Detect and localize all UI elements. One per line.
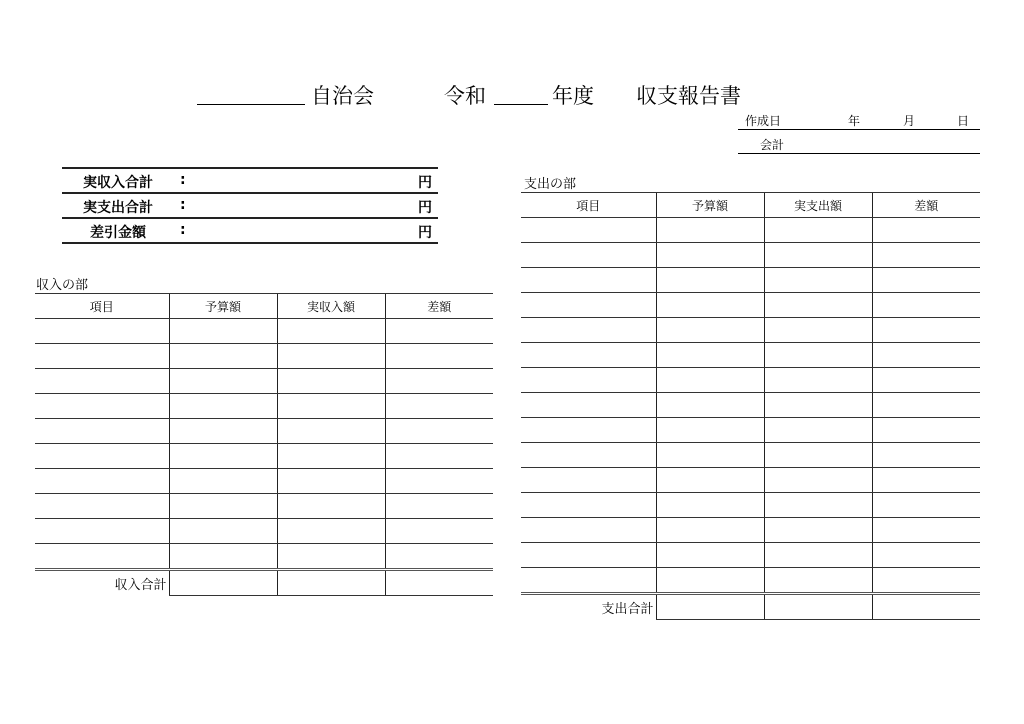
table-cell[interactable]	[385, 469, 493, 494]
table-row	[521, 368, 980, 393]
table-cell[interactable]	[385, 344, 493, 369]
table-row	[521, 268, 980, 293]
table-cell[interactable]	[521, 518, 656, 543]
column-header-item: 項目	[521, 193, 656, 218]
table-cell[interactable]	[385, 494, 493, 519]
total-row	[521, 594, 980, 620]
summary-colon: :	[180, 172, 186, 188]
table-cell[interactable]	[277, 469, 385, 494]
table-cell[interactable]	[169, 419, 277, 444]
summary-colon: :	[180, 222, 186, 238]
table-cell[interactable]	[385, 519, 493, 544]
table-cell[interactable]	[521, 293, 656, 318]
table-cell[interactable]	[656, 418, 764, 443]
table-cell[interactable]	[872, 468, 980, 493]
column-header-actual: 実支出額	[764, 193, 872, 218]
page-title: 収支報告書	[636, 84, 741, 108]
created-label: 作成日	[745, 114, 782, 128]
summary-income-row	[62, 169, 438, 194]
table-cell[interactable]	[656, 243, 764, 268]
table-cell[interactable]	[872, 268, 980, 293]
created-day: 日	[957, 114, 970, 128]
table-cell[interactable]	[385, 369, 493, 394]
table-row	[521, 343, 980, 368]
table-cell[interactable]	[764, 468, 872, 493]
table-cell[interactable]	[764, 318, 872, 343]
org-name-blank[interactable]	[197, 104, 305, 105]
table-cell[interactable]	[764, 543, 872, 568]
table-cell[interactable]	[169, 319, 277, 344]
table-cell[interactable]	[385, 544, 493, 570]
table-cell[interactable]	[764, 268, 872, 293]
table-row	[521, 468, 980, 493]
table-cell[interactable]	[764, 293, 872, 318]
table-cell[interactable]	[872, 443, 980, 468]
column-header-actual: 実収入額	[277, 294, 385, 319]
table-cell[interactable]	[35, 344, 169, 369]
table-cell[interactable]	[35, 494, 169, 519]
table-cell[interactable]	[872, 568, 980, 594]
table-cell[interactable]	[521, 418, 656, 443]
table-cell[interactable]	[277, 544, 385, 570]
total-cell[interactable]	[277, 570, 385, 596]
total-cell[interactable]	[872, 594, 980, 620]
table-cell[interactable]	[872, 418, 980, 443]
table-cell[interactable]	[656, 518, 764, 543]
table-cell[interactable]	[872, 368, 980, 393]
table-row	[35, 444, 493, 469]
table-cell[interactable]	[385, 394, 493, 419]
table-row	[521, 393, 980, 418]
org-suffix: 自治会	[311, 84, 374, 108]
table-cell[interactable]	[656, 343, 764, 368]
table-cell[interactable]	[656, 493, 764, 518]
table-cell[interactable]	[872, 343, 980, 368]
expense-table	[521, 192, 980, 620]
total-cell[interactable]	[169, 570, 277, 596]
table-cell[interactable]	[169, 544, 277, 570]
table-cell[interactable]	[521, 468, 656, 493]
summary-unit: 円	[418, 200, 432, 216]
table-cell[interactable]	[277, 394, 385, 419]
table-cell[interactable]	[764, 443, 872, 468]
table-row	[521, 293, 980, 318]
table-cell[interactable]	[656, 268, 764, 293]
table-cell[interactable]	[35, 419, 169, 444]
year-blank[interactable]	[494, 104, 548, 105]
table-cell[interactable]	[764, 493, 872, 518]
table-cell[interactable]	[872, 543, 980, 568]
table-row	[521, 218, 980, 243]
summary-label: 実収入合計	[83, 175, 153, 191]
table-cell[interactable]	[521, 268, 656, 293]
table-cell[interactable]	[521, 393, 656, 418]
table-cell[interactable]	[764, 418, 872, 443]
table-cell[interactable]	[521, 343, 656, 368]
table-cell[interactable]	[277, 494, 385, 519]
table-cell[interactable]	[35, 469, 169, 494]
summary-balance-row	[62, 219, 438, 244]
table-cell[interactable]	[656, 468, 764, 493]
income-table	[35, 293, 493, 596]
table-cell[interactable]	[35, 544, 169, 570]
table-cell[interactable]	[521, 493, 656, 518]
table-cell[interactable]	[656, 318, 764, 343]
created-year: 年	[848, 114, 861, 128]
table-cell[interactable]	[521, 568, 656, 594]
total-label: 収入合計	[114, 577, 167, 593]
table-cell[interactable]	[764, 368, 872, 393]
table-cell[interactable]	[764, 568, 872, 594]
table-cell[interactable]	[521, 318, 656, 343]
table-row	[35, 319, 493, 344]
table-cell[interactable]	[656, 293, 764, 318]
year-suffix: 年度	[552, 84, 594, 108]
table-row	[35, 394, 493, 419]
table-cell[interactable]	[277, 369, 385, 394]
table-cell[interactable]	[277, 344, 385, 369]
table-cell[interactable]	[764, 393, 872, 418]
table-row	[35, 419, 493, 444]
table-row	[521, 243, 980, 268]
table-cell[interactable]	[169, 394, 277, 419]
table-cell[interactable]	[277, 419, 385, 444]
table-row	[35, 494, 493, 519]
income-header-row	[35, 294, 493, 319]
summary-label: 実支出合計	[83, 200, 153, 216]
table-row	[35, 369, 493, 394]
table-cell[interactable]	[656, 368, 764, 393]
column-header-diff: 差額	[385, 294, 493, 319]
table-cell[interactable]	[872, 393, 980, 418]
table-row	[521, 318, 980, 343]
column-header-diff: 差額	[872, 193, 980, 218]
table-row	[35, 519, 493, 544]
table-cell[interactable]	[521, 368, 656, 393]
table-cell[interactable]	[872, 318, 980, 343]
table-cell[interactable]	[35, 369, 169, 394]
table-cell[interactable]	[521, 543, 656, 568]
table-cell[interactable]	[277, 319, 385, 344]
created-month: 月	[903, 114, 916, 128]
table-cell[interactable]	[385, 419, 493, 444]
summary-colon: :	[180, 197, 186, 213]
total-cell[interactable]	[764, 594, 872, 620]
column-header-budget: 予算額	[169, 294, 277, 319]
table-cell[interactable]	[35, 319, 169, 344]
total-label: 支出合計	[601, 601, 654, 617]
table-cell[interactable]	[872, 493, 980, 518]
accountant-line	[738, 153, 980, 154]
table-cell[interactable]	[872, 243, 980, 268]
table-cell[interactable]	[521, 443, 656, 468]
table-cell[interactable]	[872, 518, 980, 543]
table-row	[35, 344, 493, 369]
table-cell[interactable]	[764, 243, 872, 268]
created-line	[738, 129, 980, 130]
table-cell[interactable]	[169, 469, 277, 494]
summary-unit: 円	[418, 175, 432, 191]
table-row	[521, 418, 980, 443]
table-row	[521, 568, 980, 594]
total-cell[interactable]	[656, 594, 764, 620]
summary-label: 差引金額	[90, 225, 146, 241]
expense-header-row	[521, 193, 980, 218]
summary-expense-row	[62, 194, 438, 219]
table-cell[interactable]	[169, 494, 277, 519]
table-cell[interactable]	[764, 343, 872, 368]
table-row	[521, 443, 980, 468]
table-cell[interactable]	[872, 293, 980, 318]
table-cell[interactable]	[277, 444, 385, 469]
accountant-label: 会計	[760, 138, 785, 152]
table-cell[interactable]	[764, 518, 872, 543]
table-row	[521, 543, 980, 568]
table-row	[35, 469, 493, 494]
table-cell[interactable]	[764, 218, 872, 243]
table-cell[interactable]	[35, 444, 169, 469]
era-label: 令和	[444, 84, 486, 108]
summary-unit: 円	[418, 225, 432, 241]
table-cell[interactable]	[656, 218, 764, 243]
total-cell[interactable]	[385, 570, 493, 596]
table-cell[interactable]	[169, 344, 277, 369]
table-cell[interactable]	[656, 393, 764, 418]
table-cell[interactable]	[169, 369, 277, 394]
table-cell[interactable]	[169, 444, 277, 469]
expense-section-title: 支出の部	[524, 177, 577, 192]
table-cell[interactable]	[169, 519, 277, 544]
total-row	[35, 570, 493, 596]
column-header-item: 項目	[35, 294, 169, 319]
table-cell[interactable]	[35, 519, 169, 544]
table-row	[35, 544, 493, 570]
table-row	[521, 518, 980, 543]
income-section-title: 収入の部	[36, 278, 89, 293]
table-cell[interactable]	[521, 243, 656, 268]
table-cell[interactable]	[35, 394, 169, 419]
column-header-budget: 予算額	[656, 193, 764, 218]
table-cell[interactable]	[277, 519, 385, 544]
table-cell[interactable]	[521, 218, 656, 243]
table-cell[interactable]	[385, 319, 493, 344]
table-cell[interactable]	[656, 443, 764, 468]
table-cell[interactable]	[385, 444, 493, 469]
table-cell[interactable]	[872, 218, 980, 243]
table-cell[interactable]	[656, 568, 764, 594]
table-cell[interactable]	[656, 543, 764, 568]
table-row	[521, 493, 980, 518]
